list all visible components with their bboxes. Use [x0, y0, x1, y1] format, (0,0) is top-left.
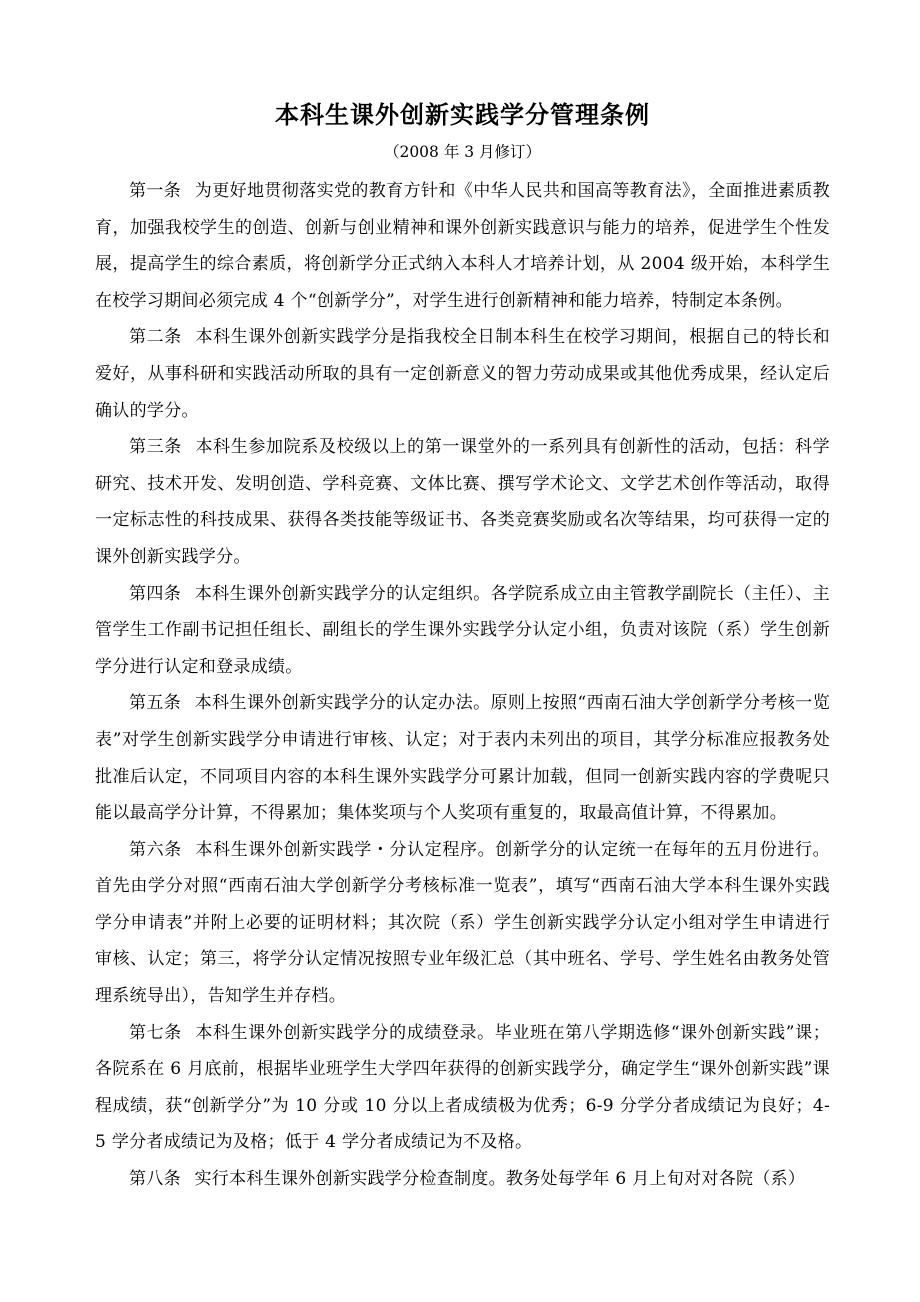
- article-label: 第七条: [129, 1022, 182, 1043]
- article-text: 实行本科生课外创新实践学分检查制度。教务处每学年 6 月上旬对对各院（系）: [194, 1169, 806, 1190]
- article-3: [95, 429, 830, 575]
- article-7: [95, 1015, 830, 1161]
- article-label: 第三条: [129, 437, 182, 458]
- article-4: [95, 576, 830, 686]
- article-text: 本科生课外创新实践学分的认定办法。原则上按照“西南石油大学创新学分考核一览表”对学生创新实践学分申请进行审核、认定；对于表内未列出的项目，其学分标准应报教务处批准后认定，不同项目内容的本科生课外实践学分可累计加载，但同一创新实践内容的学费呢只能以最高学分计算，不得累加；集体奖项与个人奖项有重复的，取最高值计算，不得累加。: [95, 693, 830, 824]
- article-1: [95, 173, 830, 319]
- article-text: 为更好地贯彻落实党的教育方针和《中华人民共和国高等教育法》，全面推进素质教育，加强我校学生的创造、创新与创业精神和课外创新实践意识与能力的培养，促进学生个性发展，提高学生的综合素质，将创新学分正式纳入本科人才培养计划，从 2004 级开始，本科学生在校学习期间必须完成 4 个“创新学分”，对学生进行创新精神和能力培养，特制定本条例。: [95, 181, 830, 311]
- article-label: 第五条: [129, 693, 182, 714]
- article-2: [95, 319, 830, 429]
- article-text: 本科生课外创新实践学分的认定组织。各学院系成立由主管教学副院长（主任）、主管学生工作副书记担任组长、副组长的学生课外实践学分认定小组，负责对该院（系）学生创新学分进行认定和登录成绩。: [95, 583, 830, 677]
- article-label: 第二条: [129, 327, 182, 348]
- article-label: 第一条: [129, 181, 182, 201]
- article-label: 第六条: [129, 839, 182, 860]
- article-text: 本科生课外创新实践学分是指我校全日制本科生在校学习期间，根据自己的特长和爱好，从事科研和实践活动所取的具有一定创新意义的智力劳动成果或其他优秀成果，经认定后确认的学分。: [95, 327, 830, 421]
- article-text: 本科生课外创新实践学・分认定程序。创新学分的认定统一在每年的五月份进行。首先由学分对照“西南石油大学创新学分考核标准一览表”，填写“西南石油大学本科生课外实践学分申请表”并附上必要的证明材料；其次院（系）学生创新实践学分认定小组对学生申请进行审核、认定；第三，将学分认定情况按照专业年级汇总（其中班名、学号、学生姓名由教务处管理系统导出），告知学生并存档。: [95, 839, 830, 1007]
- article-label: 第四条: [129, 583, 182, 604]
- article-text: 本科生课外创新实践学分的成绩登录。毕业班在第八学期选修“课外创新实践”课；各院系在 6 月底前，根据毕业班学生大学四年获得的创新实践学分，确定学生“课外创新实践”课程成绩，获“创新学分”为 10 分或 10 分以上者成绩极为优秀；6-9 分学分者成绩记为良好；4-5 学分者成绩记为及格；低于 4 学分者成绩记为不及格。: [95, 1022, 830, 1153]
- revision-note: （2008 年 3 月修订）: [383, 143, 542, 161]
- article-6: [95, 832, 830, 1015]
- article-8: [95, 1161, 830, 1198]
- article-label: 第八条: [129, 1169, 181, 1190]
- document-title: 本科生课外创新实践学分管理条例: [275, 101, 650, 129]
- document-page: [95, 95, 830, 1198]
- article-5: [95, 685, 830, 831]
- article-text: 本科生参加院系及校级以上的第一课堂外的一系列具有创新性的活动，包括：科学研究、技术开发、发明创造、学科竞赛、文体比赛、撰写学术论文、文学艺术创作等活动，取得一定标志性的科技成果、获得各类技能等级证书、各类竞赛奖励或名次等结果，均可获得一定的课外创新实践学分。: [95, 437, 830, 567]
